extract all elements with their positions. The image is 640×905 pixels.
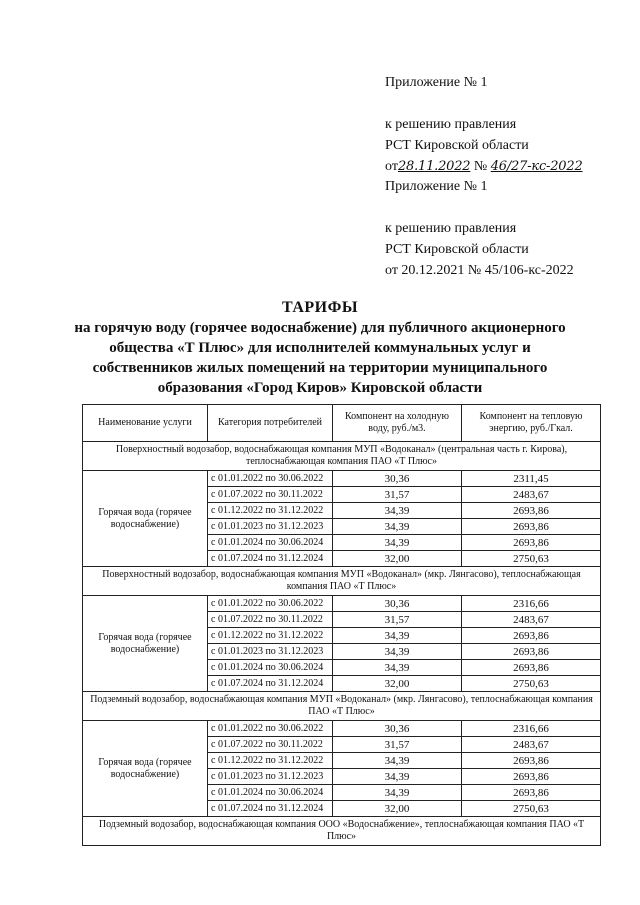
heat-energy-cell: 2483,67 <box>462 737 601 753</box>
title-line: собственников жилых помещений на территории муниципального <box>92 360 548 376</box>
heat-energy-cell: 2693,86 <box>462 535 601 551</box>
period-cell: с 01.01.2023 по 31.12.2023 <box>208 769 333 785</box>
authority-line: РСТ Кировской области <box>385 138 529 153</box>
section-caption: Поверхностный водозабор, водоснабжающая компания МУП «Водоканал» (центральная часть г. Кирова), теплоснабжающая компания ПАО «Т Плюс» <box>83 442 601 471</box>
period-cell: с 01.07.2022 по 30.11.2022 <box>208 612 333 628</box>
period-cell: с 01.07.2024 по 31.12.2024 <box>208 801 333 817</box>
cold-water-cell: 31,57 <box>333 487 462 503</box>
decision-line: к решению правления <box>385 117 517 132</box>
appendix-block-original <box>385 176 574 281</box>
header-cold-water: Компонент на холодную воду, руб./м3. <box>333 405 462 442</box>
heat-energy-cell: 2693,86 <box>462 785 601 801</box>
cold-water-cell: 30,36 <box>333 721 462 737</box>
heat-energy-cell: 2316,66 <box>462 596 601 612</box>
table-body <box>83 442 601 846</box>
decision-line: к решению правления <box>385 221 517 236</box>
section-caption-row <box>83 817 601 846</box>
heat-energy-cell: 2750,63 <box>462 676 601 692</box>
cold-water-cell: 34,39 <box>333 628 462 644</box>
service-name: Горячая вода (горячее водоснабжение) <box>83 471 208 567</box>
title-line: образования «Город Киров» Кировской области <box>157 380 483 396</box>
title-line: на горячую воду (горячее водоснабжение) для публичного акционерного <box>74 320 566 336</box>
cold-water-cell: 34,39 <box>333 660 462 676</box>
tariff-table <box>82 404 601 846</box>
authority-line: РСТ Кировской области <box>385 242 529 257</box>
cold-water-cell: 34,39 <box>333 769 462 785</box>
cold-water-cell: 34,39 <box>333 503 462 519</box>
period-cell: с 01.01.2024 по 30.06.2024 <box>208 535 333 551</box>
section-caption: Поверхностный водозабор, водоснабжающая компания МУП «Водоканал» (мкр. Лянгасово), теплоснабжающая компания ПАО «Т Плюс» <box>83 567 601 596</box>
handwritten-date: 28.11.2022 <box>397 159 471 174</box>
service-name: Горячая вода (горячее водоснабжение) <box>83 721 208 817</box>
heat-energy-cell: 2483,67 <box>462 487 601 503</box>
section-caption-row <box>83 567 601 596</box>
heat-energy-cell: 2750,63 <box>462 801 601 817</box>
period-cell: с 01.12.2022 по 31.12.2022 <box>208 753 333 769</box>
header-category: Категория потребителей <box>208 405 333 442</box>
title-line: общества «Т Плюс» для исполнителей коммунальных услуг и <box>109 340 531 356</box>
cold-water-cell: 32,00 <box>333 676 462 692</box>
header-service: Наименование услуги <box>83 405 208 442</box>
heat-energy-cell: 2693,86 <box>462 644 601 660</box>
cold-water-cell: 34,39 <box>333 753 462 769</box>
cold-water-cell: 30,36 <box>333 596 462 612</box>
period-cell: с 01.01.2022 по 30.06.2022 <box>208 471 333 487</box>
table-row <box>83 721 601 737</box>
period-cell: с 01.07.2022 по 30.11.2022 <box>208 737 333 753</box>
heat-energy-cell: 2693,86 <box>462 753 601 769</box>
heat-energy-cell: 2693,86 <box>462 519 601 535</box>
table-header-row <box>83 405 601 442</box>
header-heat-energy: Компонент на тепловую энергию, руб./Гкал. <box>462 405 601 442</box>
period-cell: с 01.07.2022 по 30.11.2022 <box>208 487 333 503</box>
title-heading: ТАРИФЫ <box>281 299 359 316</box>
appendix-title: Приложение № 1 <box>385 75 488 90</box>
document-title <box>60 298 580 398</box>
cold-water-cell: 31,57 <box>333 737 462 753</box>
period-cell: с 01.01.2024 по 30.06.2024 <box>208 785 333 801</box>
period-cell: с 01.01.2024 по 30.06.2024 <box>208 660 333 676</box>
heat-energy-cell: 2483,67 <box>462 612 601 628</box>
cold-water-cell: 32,00 <box>333 801 462 817</box>
period-cell: с 01.07.2024 по 31.12.2024 <box>208 551 333 567</box>
heat-energy-cell: 2693,86 <box>462 628 601 644</box>
heat-energy-cell: 2311,45 <box>462 471 601 487</box>
table-row <box>83 596 601 612</box>
handwritten-number: 46/27-кс-2022 <box>490 159 583 174</box>
appendix-block-current <box>385 72 583 177</box>
period-cell: с 01.01.2023 по 31.12.2023 <box>208 644 333 660</box>
section-caption: Подземный водозабор, водоснабжающая компания МУП «Водоканал» (мкр. Лянгасово), теплоснабжающая компания ПАО «Т Плюс» <box>83 692 601 721</box>
table-row <box>83 471 601 487</box>
period-cell: с 01.07.2024 по 31.12.2024 <box>208 676 333 692</box>
heat-energy-cell: 2316,66 <box>462 721 601 737</box>
section-caption-row <box>83 692 601 721</box>
period-cell: с 01.12.2022 по 31.12.2022 <box>208 628 333 644</box>
heat-energy-cell: 2693,86 <box>462 769 601 785</box>
decision-date-line: от28.11.2022 № 46/27-кс-2022 <box>385 159 583 174</box>
decision-date-line: от 20.12.2021 № 45/106-кс-2022 <box>385 263 574 278</box>
section-caption: Подземный водозабор, водоснабжающая компания ООО «Водоснабжение», теплоснабжающая компания ПАО «Т Плюс» <box>83 817 601 846</box>
section-caption-row <box>83 442 601 471</box>
period-cell: с 01.01.2023 по 31.12.2023 <box>208 519 333 535</box>
cold-water-cell: 34,39 <box>333 519 462 535</box>
appendix-title: Приложение № 1 <box>385 179 488 194</box>
heat-energy-cell: 2693,86 <box>462 660 601 676</box>
period-cell: с 01.01.2022 по 30.06.2022 <box>208 721 333 737</box>
cold-water-cell: 34,39 <box>333 535 462 551</box>
heat-energy-cell: 2750,63 <box>462 551 601 567</box>
period-cell: с 01.01.2022 по 30.06.2022 <box>208 596 333 612</box>
period-cell: с 01.12.2022 по 31.12.2022 <box>208 503 333 519</box>
cold-water-cell: 31,57 <box>333 612 462 628</box>
cold-water-cell: 34,39 <box>333 644 462 660</box>
service-name: Горячая вода (горячее водоснабжение) <box>83 596 208 692</box>
heat-energy-cell: 2693,86 <box>462 503 601 519</box>
cold-water-cell: 32,00 <box>333 551 462 567</box>
cold-water-cell: 34,39 <box>333 785 462 801</box>
cold-water-cell: 30,36 <box>333 471 462 487</box>
